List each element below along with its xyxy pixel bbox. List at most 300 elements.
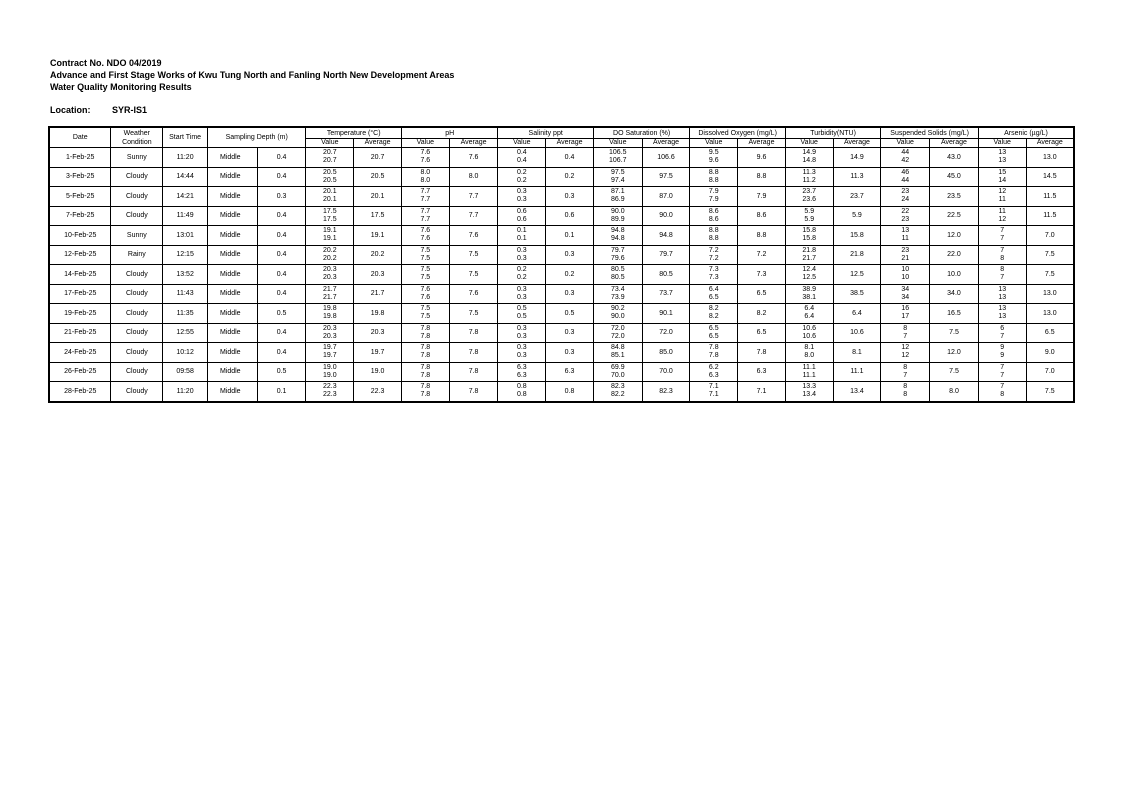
- salinity-value: 0.6: [516, 215, 527, 223]
- salinity-value: 0.3: [516, 324, 527, 332]
- arsenic-value: 13: [998, 149, 1007, 157]
- suspended-solids-value: 8: [903, 324, 908, 332]
- ph-value: 7.7: [420, 188, 431, 196]
- header-date: Date: [49, 127, 111, 148]
- salinity-value: 0.3: [516, 352, 527, 360]
- do-saturation-value: 87.1: [610, 188, 625, 196]
- temperature-average-cell: 19.1: [354, 226, 402, 246]
- header-temperature: Temperature (°C): [306, 127, 401, 139]
- salinity-value: 0.3: [516, 246, 527, 254]
- arsenic-average-cell: 13.0: [1026, 148, 1074, 168]
- salinity-average-cell: 0.3: [546, 284, 594, 304]
- arsenic-average-cell: 13.0: [1026, 284, 1074, 304]
- suspended-solids-value: 7: [903, 371, 908, 379]
- weather-cell: Cloudy: [111, 265, 163, 285]
- suspended-solids-value: 46: [901, 168, 910, 176]
- depth-label-cell: Middle: [207, 382, 257, 402]
- turbidity-average-cell: 38.5: [833, 284, 881, 304]
- dissolved-oxygen-value: 8.8: [708, 235, 719, 243]
- salinity-values-cell: [498, 245, 546, 265]
- ph-value: 7.7: [420, 215, 431, 223]
- salinity-values-cell: [498, 167, 546, 187]
- arsenic-average-cell: 9.0: [1026, 343, 1074, 363]
- arsenic-value: 15: [998, 168, 1007, 176]
- dissolved-oxygen-values-cell: [690, 284, 738, 304]
- table-row: [49, 362, 1074, 382]
- depth-value-cell: 0.5: [257, 304, 306, 324]
- ph-value: 7.8: [420, 352, 431, 360]
- ph-average-cell: 7.8: [449, 323, 498, 343]
- do-saturation-value: 79.7: [610, 246, 625, 254]
- suspended-solids-average-cell: 16.5: [930, 304, 979, 324]
- suspended-solids-average-cell: 22.0: [930, 245, 979, 265]
- arsenic-average-cell: 11.5: [1026, 187, 1074, 207]
- arsenic-value: 13: [998, 293, 1007, 301]
- turbidity-value: 11.2: [802, 176, 816, 184]
- weather-cell: Rainy: [111, 245, 163, 265]
- ph-average-cell: 7.7: [449, 187, 498, 207]
- ph-value: 7.6: [420, 227, 431, 235]
- table-row: [49, 304, 1074, 324]
- dissolved-oxygen-value: 7.3: [708, 266, 719, 274]
- dissolved-oxygen-values-cell: [690, 206, 738, 226]
- temperature-values-cell: [306, 167, 354, 187]
- do-saturation-average-cell: 82.3: [642, 382, 690, 402]
- weather-cell: Cloudy: [111, 206, 163, 226]
- do-saturation-value: 94.8: [610, 235, 625, 243]
- dissolved-oxygen-value: 8.8: [708, 168, 719, 176]
- date-cell: 12-Feb-25: [49, 245, 111, 265]
- dissolved-oxygen-values-cell: [690, 226, 738, 246]
- temperature-average-cell: 20.7: [354, 148, 402, 168]
- turbidity-values-cell: [785, 167, 833, 187]
- dissolved-oxygen-average-cell: 7.2: [738, 245, 786, 265]
- salinity-value: 6.3: [516, 371, 527, 379]
- temperature-average-cell: 22.3: [354, 382, 402, 402]
- ph-values-cell: [401, 304, 449, 324]
- location-value: SYR-IS1: [112, 105, 148, 115]
- subheader-dissolved-oxygen-value: Value: [690, 139, 738, 148]
- depth-label-cell: Middle: [207, 148, 257, 168]
- subheader-dissolved-oxygen-average: Average: [738, 139, 786, 148]
- dissolved-oxygen-values-cell: [690, 167, 738, 187]
- ph-value: 7.8: [420, 371, 431, 379]
- ph-average-cell: 7.8: [449, 382, 498, 402]
- turbidity-value: 12.5: [802, 274, 817, 282]
- ph-value: 7.5: [420, 254, 431, 262]
- turbidity-values-cell: [785, 148, 833, 168]
- suspended-solids-value: 23: [901, 215, 910, 223]
- arsenic-value: 7: [1000, 227, 1005, 235]
- depth-label-cell: Middle: [207, 226, 257, 246]
- arsenic-average-cell: 7.0: [1026, 226, 1074, 246]
- dissolved-oxygen-value: 8.6: [708, 207, 719, 215]
- turbidity-value: 23.6: [802, 196, 817, 204]
- depth-value-cell: 0.5: [257, 362, 306, 382]
- do-saturation-values-cell: [593, 206, 642, 226]
- suspended-solids-values-cell: [881, 343, 930, 363]
- table-row: [49, 206, 1074, 226]
- suspended-solids-average-cell: 7.5: [930, 362, 979, 382]
- temperature-value: 20.3: [323, 266, 337, 274]
- subheader-temperature-value: Value: [306, 139, 354, 148]
- do-saturation-values-cell: [593, 382, 642, 402]
- depth-value-cell: 0.4: [257, 343, 306, 363]
- table-row: [49, 148, 1074, 168]
- suspended-solids-value: 12: [901, 352, 910, 360]
- ph-values-cell: [401, 206, 449, 226]
- salinity-average-cell: 0.2: [546, 167, 594, 187]
- ph-value: 7.5: [420, 305, 431, 313]
- start-time-cell: 10:12: [163, 343, 208, 363]
- arsenic-value: 8: [1000, 391, 1005, 399]
- salinity-values-cell: [498, 148, 546, 168]
- subheader-temperature-average: Average: [354, 139, 402, 148]
- start-time-cell: 11:20: [163, 382, 208, 402]
- start-time-cell: 14:21: [163, 187, 208, 207]
- turbidity-value: 15.8: [802, 227, 817, 235]
- do-saturation-values-cell: [593, 265, 642, 285]
- ph-value: 7.5: [420, 246, 431, 254]
- do-saturation-value: 97.4: [610, 176, 625, 184]
- ph-value: 7.8: [420, 332, 431, 340]
- salinity-value: 0.1: [516, 227, 527, 235]
- depth-label-cell: Middle: [207, 206, 257, 226]
- arsenic-value: 8: [1000, 254, 1005, 262]
- do-saturation-values-cell: [593, 362, 642, 382]
- arsenic-value: 7: [1000, 371, 1005, 379]
- ph-values-cell: [401, 343, 449, 363]
- suspended-solids-value: 24: [901, 196, 910, 204]
- arsenic-value: 14: [998, 176, 1007, 184]
- arsenic-values-cell: [978, 167, 1026, 187]
- temperature-average-cell: 20.1: [354, 187, 402, 207]
- turbidity-value: 5.9: [804, 215, 815, 223]
- temperature-values-cell: [306, 362, 354, 382]
- suspended-solids-value: 22: [901, 207, 910, 215]
- date-cell: 24-Feb-25: [49, 343, 111, 363]
- date-cell: 10-Feb-25: [49, 226, 111, 246]
- arsenic-average-cell: 13.0: [1026, 304, 1074, 324]
- do-saturation-value: 90.2: [610, 305, 625, 313]
- do-saturation-value: 106.7: [609, 157, 627, 165]
- arsenic-value: 13: [998, 313, 1007, 321]
- temperature-value: 21.7: [323, 285, 337, 293]
- arsenic-values-cell: [978, 187, 1026, 207]
- turbidity-average-cell: 6.4: [833, 304, 881, 324]
- dissolved-oxygen-average-cell: 8.2: [738, 304, 786, 324]
- table-row: [49, 284, 1074, 304]
- arsenic-values-cell: [978, 304, 1026, 324]
- temperature-value: 19.1: [323, 235, 337, 243]
- salinity-value: 0.5: [516, 313, 527, 321]
- suspended-solids-value: 17: [901, 313, 910, 321]
- ph-average-cell: 7.5: [449, 245, 498, 265]
- do-saturation-value: 84.8: [610, 344, 625, 352]
- ph-value: 7.8: [420, 391, 431, 399]
- date-cell: 5-Feb-25: [49, 187, 111, 207]
- temperature-value: 20.3: [323, 274, 337, 282]
- ph-values-cell: [401, 167, 449, 187]
- temperature-value: 19.0: [323, 371, 337, 379]
- salinity-average-cell: 0.3: [546, 323, 594, 343]
- arsenic-value: 7: [1000, 274, 1005, 282]
- depth-value-cell: 0.4: [257, 265, 306, 285]
- suspended-solids-values-cell: [881, 382, 930, 402]
- ph-value: 7.8: [420, 324, 431, 332]
- header-ph: pH: [401, 127, 498, 139]
- header-arsenic: Arsenic (µg/L): [978, 127, 1074, 139]
- dissolved-oxygen-values-cell: [690, 245, 738, 265]
- temperature-value: 22.3: [323, 383, 337, 391]
- ph-value: 7.5: [420, 274, 431, 282]
- do-saturation-values-cell: [593, 323, 642, 343]
- table-row: [49, 323, 1074, 343]
- date-cell: 3-Feb-25: [49, 167, 111, 187]
- subheader-suspended-solids-average: Average: [930, 139, 979, 148]
- ph-values-cell: [401, 187, 449, 207]
- start-time-cell: 13:01: [163, 226, 208, 246]
- turbidity-values-cell: [785, 304, 833, 324]
- depth-value-cell: 0.4: [257, 226, 306, 246]
- ph-values-cell: [401, 323, 449, 343]
- header-do-saturation: DO Saturation (%): [593, 127, 689, 139]
- ph-value: 7.5: [420, 313, 431, 321]
- depth-value-cell: 0.4: [257, 245, 306, 265]
- suspended-solids-value: 34: [901, 285, 910, 293]
- temperature-values-cell: [306, 226, 354, 246]
- turbidity-value: 21.8: [802, 246, 817, 254]
- ph-value: 7.6: [420, 293, 431, 301]
- arsenic-average-cell: 11.5: [1026, 206, 1074, 226]
- ph-value: 7.5: [420, 266, 431, 274]
- dissolved-oxygen-average-cell: 8.8: [738, 226, 786, 246]
- arsenic-values-cell: [978, 343, 1026, 363]
- salinity-values-cell: [498, 343, 546, 363]
- do-saturation-value: 90.0: [610, 207, 625, 215]
- salinity-values-cell: [498, 304, 546, 324]
- subheader-arsenic-average: Average: [1026, 139, 1074, 148]
- depth-label-cell: Middle: [207, 167, 257, 187]
- suspended-solids-average-cell: 22.5: [930, 206, 979, 226]
- turbidity-average-cell: 11.3: [833, 167, 881, 187]
- turbidity-average-cell: 5.9: [833, 206, 881, 226]
- table-row: [49, 265, 1074, 285]
- date-cell: 14-Feb-25: [49, 265, 111, 285]
- do-saturation-value: 69.9: [610, 363, 625, 371]
- ph-average-cell: 7.8: [449, 362, 498, 382]
- arsenic-values-cell: [978, 382, 1026, 402]
- turbidity-average-cell: 10.6: [833, 323, 881, 343]
- do-saturation-value: 80.5: [610, 274, 625, 282]
- date-cell: 1-Feb-25: [49, 148, 111, 168]
- ph-values-cell: [401, 382, 449, 402]
- temperature-value: 20.3: [323, 324, 337, 332]
- suspended-solids-value: 44: [901, 149, 910, 157]
- dissolved-oxygen-value: 6.2: [708, 363, 719, 371]
- subheader-suspended-solids-value: Value: [881, 139, 930, 148]
- arsenic-values-cell: [978, 323, 1026, 343]
- temperature-values-cell: [306, 284, 354, 304]
- project-title: Advance and First Stage Works of Kwu Tung North and Fanling North New Development Areas: [50, 70, 455, 80]
- dissolved-oxygen-values-cell: [690, 343, 738, 363]
- do-saturation-value: 79.6: [610, 254, 625, 262]
- turbidity-average-cell: 13.4: [833, 382, 881, 402]
- do-saturation-value: 90.0: [610, 313, 625, 321]
- table-row: [49, 382, 1074, 402]
- temperature-value: 21.7: [323, 293, 337, 301]
- arsenic-values-cell: [978, 265, 1026, 285]
- ph-average-cell: 7.8: [449, 343, 498, 363]
- suspended-solids-value: 10: [901, 274, 910, 282]
- dissolved-oxygen-value: 6.5: [708, 293, 719, 301]
- do-saturation-average-cell: 106.6: [642, 148, 690, 168]
- ph-average-cell: 7.6: [449, 226, 498, 246]
- dissolved-oxygen-values-cell: [690, 187, 738, 207]
- temperature-value: 19.0: [323, 363, 337, 371]
- do-saturation-value: 80.5: [610, 266, 625, 274]
- dissolved-oxygen-values-cell: [690, 265, 738, 285]
- arsenic-value: 13: [998, 285, 1007, 293]
- suspended-solids-average-cell: 7.5: [930, 323, 979, 343]
- ph-value: 7.6: [420, 149, 431, 157]
- do-saturation-value: 73.9: [610, 293, 625, 301]
- salinity-average-cell: 0.2: [546, 265, 594, 285]
- do-saturation-average-cell: 90.0: [642, 206, 690, 226]
- dissolved-oxygen-average-cell: 7.3: [738, 265, 786, 285]
- salinity-values-cell: [498, 187, 546, 207]
- depth-label-cell: Middle: [207, 245, 257, 265]
- turbidity-value: 10.6: [802, 324, 817, 332]
- water-quality-table: [48, 126, 1075, 403]
- depth-label-cell: Middle: [207, 343, 257, 363]
- salinity-value: 0.3: [516, 293, 527, 301]
- ph-value: 7.7: [420, 196, 431, 204]
- ph-average-cell: 7.6: [449, 148, 498, 168]
- temperature-value: 22.3: [323, 391, 337, 399]
- depth-label-cell: Middle: [207, 187, 257, 207]
- arsenic-value: 9: [1000, 352, 1005, 360]
- ph-values-cell: [401, 284, 449, 304]
- turbidity-values-cell: [785, 284, 833, 304]
- arsenic-value: 8: [1000, 266, 1005, 274]
- suspended-solids-value: 23: [901, 246, 910, 254]
- arsenic-value: 7: [1000, 363, 1005, 371]
- do-saturation-value: 73.4: [610, 285, 625, 293]
- salinity-value: 0.3: [516, 188, 527, 196]
- depth-value-cell: 0.4: [257, 323, 306, 343]
- temperature-value: 20.5: [323, 176, 337, 184]
- salinity-value: 6.3: [516, 363, 527, 371]
- depth-value-cell: 0.4: [257, 148, 306, 168]
- ph-value: 8.0: [420, 176, 431, 184]
- turbidity-value: 10.6: [802, 332, 817, 340]
- arsenic-value: 13: [998, 157, 1007, 165]
- turbidity-values-cell: [785, 226, 833, 246]
- salinity-average-cell: 0.8: [546, 382, 594, 402]
- ph-values-cell: [401, 362, 449, 382]
- salinity-values-cell: [498, 382, 546, 402]
- depth-value-cell: 0.4: [257, 167, 306, 187]
- temperature-values-cell: [306, 265, 354, 285]
- suspended-solids-values-cell: [881, 323, 930, 343]
- do-saturation-average-cell: 72.0: [642, 323, 690, 343]
- depth-value-cell: 0.4: [257, 206, 306, 226]
- table-row: [49, 245, 1074, 265]
- ph-value: 8.0: [420, 168, 431, 176]
- do-saturation-values-cell: [593, 167, 642, 187]
- ph-value: 7.8: [420, 363, 431, 371]
- suspended-solids-average-cell: 12.0: [930, 226, 979, 246]
- do-saturation-values-cell: [593, 304, 642, 324]
- suspended-solids-value: 8: [903, 391, 908, 399]
- suspended-solids-values-cell: [881, 284, 930, 304]
- arsenic-value: 7: [1000, 332, 1005, 340]
- suspended-solids-value: 44: [901, 176, 910, 184]
- ph-average-cell: 7.7: [449, 206, 498, 226]
- weather-cell: Cloudy: [111, 304, 163, 324]
- weather-cell: Cloudy: [111, 343, 163, 363]
- dissolved-oxygen-average-cell: 9.6: [738, 148, 786, 168]
- turbidity-value: 5.9: [804, 207, 815, 215]
- turbidity-values-cell: [785, 206, 833, 226]
- salinity-value: 0.2: [516, 168, 527, 176]
- ph-average-cell: 7.5: [449, 304, 498, 324]
- weather-cell: Cloudy: [111, 382, 163, 402]
- temperature-value: 19.7: [323, 344, 337, 352]
- ph-value: 7.8: [420, 383, 431, 391]
- salinity-values-cell: [498, 206, 546, 226]
- salinity-values-cell: [498, 226, 546, 246]
- arsenic-value: 11: [998, 207, 1006, 215]
- header-start-time: Start Time: [163, 127, 208, 148]
- weather-cell: Cloudy: [111, 362, 163, 382]
- salinity-average-cell: 0.1: [546, 226, 594, 246]
- suspended-solids-value: 7: [903, 332, 908, 340]
- turbidity-value: 6.4: [804, 313, 815, 321]
- contract-number: Contract No. NDO 04/2019: [50, 58, 162, 68]
- dissolved-oxygen-average-cell: 7.9: [738, 187, 786, 207]
- turbidity-values-cell: [785, 323, 833, 343]
- turbidity-average-cell: 12.5: [833, 265, 881, 285]
- turbidity-value: 11.1: [802, 371, 816, 379]
- do-saturation-values-cell: [593, 343, 642, 363]
- dissolved-oxygen-value: 7.2: [708, 246, 719, 254]
- subheader-ph-average: Average: [449, 139, 498, 148]
- dissolved-oxygen-values-cell: [690, 323, 738, 343]
- do-saturation-value: 86.9: [610, 196, 625, 204]
- salinity-value: 0.5: [516, 305, 527, 313]
- temperature-average-cell: 20.3: [354, 265, 402, 285]
- arsenic-value: 13: [998, 305, 1007, 313]
- arsenic-values-cell: [978, 148, 1026, 168]
- do-saturation-average-cell: 73.7: [642, 284, 690, 304]
- dissolved-oxygen-average-cell: 6.3: [738, 362, 786, 382]
- dissolved-oxygen-value: 9.6: [708, 157, 719, 165]
- subheader-turbidity-average: Average: [833, 139, 881, 148]
- temperature-value: 17.5: [323, 215, 337, 223]
- subheader-salinity-average: Average: [546, 139, 594, 148]
- turbidity-value: 13.4: [802, 391, 817, 399]
- arsenic-value: 7: [1000, 246, 1005, 254]
- arsenic-values-cell: [978, 284, 1026, 304]
- arsenic-value: 7: [1000, 383, 1005, 391]
- salinity-value: 0.2: [516, 274, 527, 282]
- table-row: [49, 187, 1074, 207]
- temperature-average-cell: 20.3: [354, 323, 402, 343]
- suspended-solids-values-cell: [881, 304, 930, 324]
- do-saturation-value: 72.0: [610, 324, 625, 332]
